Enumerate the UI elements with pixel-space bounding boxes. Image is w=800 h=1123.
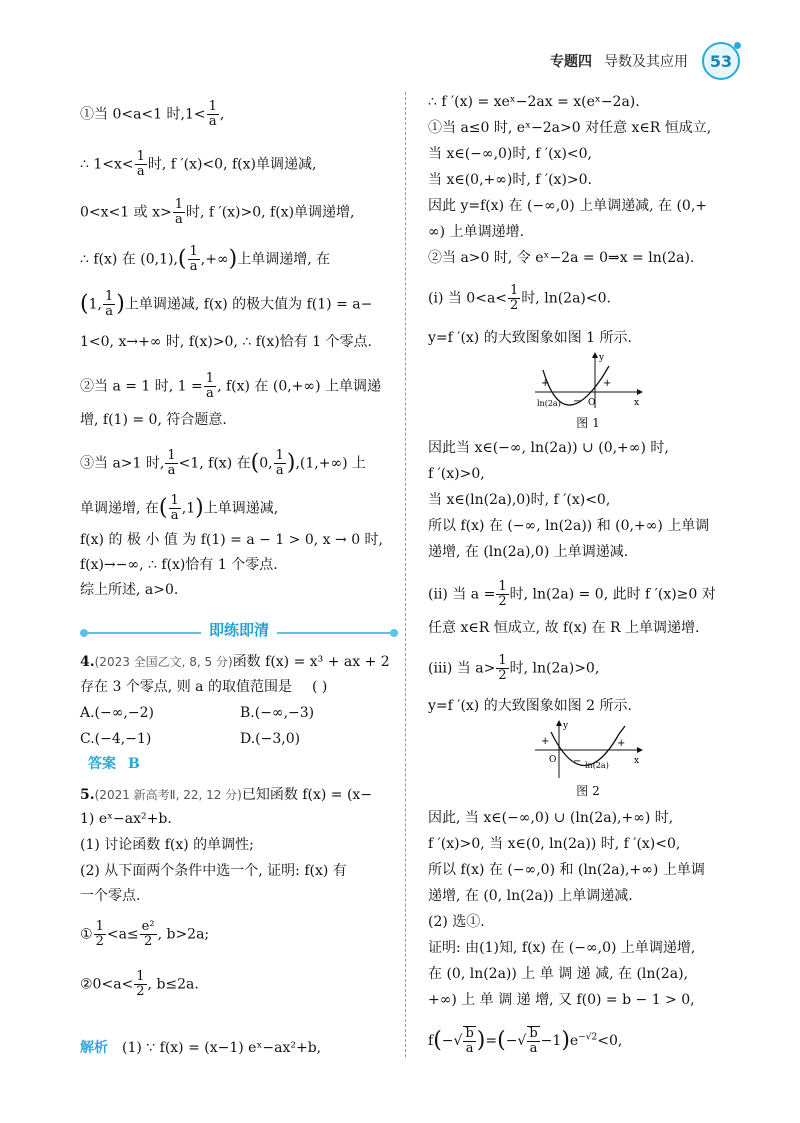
text-line: (ⅱ) 当 a = $\frac{1}{2}$ 时, ln(2a) = 0, 此时 f ′(x)≥0 对 [428, 579, 716, 609]
text-line: f(x)→−∞, ∴ f(x)恰有 1 个零点. [80, 557, 278, 573]
page-number-badge: 53 [702, 42, 740, 80]
question-5: 5.(2021 新高考Ⅱ, 22, 12 分)已知函数 f(x) = (x− [80, 787, 373, 803]
text-line: ∞) 上单调递增. [428, 224, 525, 240]
solution-start: 解析 (1) ∵ f(x) = (x−1) eˣ−ax²+b, [80, 1040, 322, 1056]
banner-title: 即练即清 [201, 619, 277, 640]
figure-1-caption: 图 1 [576, 416, 600, 430]
text-line: 1) eˣ−ax²+b. [80, 811, 172, 827]
option-b: B.(−∞,−3) [240, 705, 315, 721]
figure-2-caption: 图 2 [576, 784, 600, 798]
text-line: ②当 a = 1 时, 1 = $\frac{1}{a}$ , f(x) 在 (0,+∞) 上单调递 [80, 371, 381, 401]
svg-text:+: + [603, 378, 612, 389]
fraction: $\frac{1}{a}$ [104, 289, 114, 319]
option-c: C.(−4,−1) [80, 731, 152, 747]
text-line: 一个零点. [80, 888, 141, 904]
text-line: 证明: 由(1)知, f(x) 在 (−∞,0) 上单调递增, [428, 940, 696, 956]
fraction: $\frac{1}{2}$ [510, 283, 519, 313]
fraction: $\frac{1}{a}$ [174, 197, 183, 227]
condition-1: ① $\frac{1}{2}$ <a≤ $\frac{\text{e²}}{2}$ , b>2a; [80, 919, 210, 949]
text-line: 综上所述, a>0. [80, 582, 179, 598]
text-line: 递增, 在 (ln(2a),0) 上单调递减. [428, 544, 629, 560]
text-line: 当 x∈(ln(2a),0)时, f ′(x)<0, [428, 492, 611, 508]
svg-text:y: y [563, 721, 569, 731]
text-line: 因此, 当 x∈(−∞,0) ∪ (ln(2a),+∞) 时, [428, 810, 674, 826]
option-a: A.(−∞,−2) [80, 705, 154, 721]
fraction: $\frac{b}{a}$ [465, 1026, 474, 1056]
header-subtitle: 导数及其应用 [604, 54, 688, 70]
fraction: $\frac{1}{2}$ [136, 969, 145, 999]
text-line: ①当 a≤0 时, eˣ−2a>0 对任意 x∈R 恒成立, [428, 120, 712, 136]
figure-2 [533, 720, 643, 800]
svg-text:y: y [599, 353, 605, 363]
text-line: (ⅰ) 当 0<a< $\frac{1}{2}$ 时, ln(2a)<0. [428, 283, 611, 313]
column-divider [405, 92, 406, 1057]
text-line: (ⅲ) 当 a> $\frac{1}{2}$ 时, ln(2a)>0, [428, 653, 600, 683]
svg-text:+: + [541, 378, 550, 389]
page-header [550, 44, 740, 78]
fraction: $\frac{\text{e²}}{2}$ [141, 919, 155, 949]
text-line: y=f ′(x) 的大致图象如图 2 所示. [428, 698, 632, 714]
svg-text:+: + [541, 736, 550, 747]
svg-text:O: O [588, 398, 596, 408]
text-line: 当 x∈(−∞,0)时, f ′(x)<0, [428, 146, 593, 162]
option-row [80, 703, 154, 723]
text-line: f ′(x)>0, [428, 466, 485, 482]
text-line: ∴ f ′(x) = xeˣ−2ax = x(eˣ−2a). [428, 94, 640, 110]
question-4: 4.(2023 全国乙文, 8, 5 分)函数 f(x) = x³ + ax + 2 [80, 654, 390, 670]
text-line: ∴ f(x) 在 (0,1),( $\frac{1}{a}$ ,+∞)上单调递增, 在 [80, 244, 331, 274]
text-line: (2) 选①. [428, 914, 485, 930]
text-line: 因此 y=f(x) 在 (−∞,0) 上单调递减, 在 (0,+ [428, 198, 708, 214]
figure-1-graph [533, 352, 643, 410]
text-line: ③当 a>1 时, $\frac{1}{a}$ <1, f(x) 在(0, $\frac{1}{a}$ ),(1,+∞) 上 [80, 448, 367, 478]
text-line: y=f ′(x) 的大致图象如图 1 所示. [428, 330, 632, 346]
text-line: 1<0, x→+∞ 时, f(x)>0, ∴ f(x)恰有 1 个零点. [80, 334, 372, 350]
figure-2-graph [533, 720, 643, 780]
text-line: 当 x∈(0,+∞)时, f ′(x)>0. [428, 172, 593, 188]
fraction: $\frac{1}{a}$ [136, 149, 145, 179]
text-line: 所以 f(x) 在 (−∞,0) 和 (ln(2a),+∞) 上单调 [428, 862, 705, 878]
formula-line: f(−√ $\frac{b}{a}$ )=(−√ $\frac{b}{a}$ $-1)e^{-√2}<0$, [428, 1026, 623, 1056]
text-line: 存在 3 个零点, 则 a 的取值范围是 ( ) [80, 679, 328, 695]
text-line: f(x) 的 极 小 值 为 f(1) = a − 1 > 0, x → 0 时, [80, 532, 384, 548]
condition-2: ②0<a< $\frac{1}{2}$ , b≤2a. [80, 969, 199, 999]
text-line: 所以 f(x) 在 (−∞, ln(2a)) 和 (0,+∞) 上单调 [428, 518, 710, 534]
text-line: ∴ 1<x< $\frac{1}{a}$ 时, f ′(x)<0, f(x)单调递减, [80, 149, 317, 179]
svg-text:+: + [617, 738, 626, 749]
text-line: f ′(x)>0, 当 x∈(0, ln(2a)) 时, f ′(x)<0, [428, 836, 681, 852]
text-line: 0<x<1 或 x> $\frac{1}{a}$ 时, f ′(x)>0, f(x)单调递增, [80, 197, 355, 227]
text-line: 单调递增, 在( $\frac{1}{a}$ ,1)上单调递减, [80, 493, 279, 523]
text-line: (1, $\frac{1}{a}$ )上单调递减, f(x) 的极大值为 f(1) = a− [80, 289, 373, 319]
text-line: (2) 从下面两个条件中选一个, 证明: f(x) 有 [80, 863, 347, 879]
text-line: 因此当 x∈(−∞, ln(2a)) ∪ (0,+∞) 时, [428, 440, 669, 456]
text-line: ①当 0<a<1 时,1< $\frac{1}{a}$ , [80, 99, 225, 129]
fraction: $\frac{b}{a}$ [529, 1026, 538, 1056]
svg-text:−: − [573, 756, 582, 767]
header-topic: 专题四 [550, 54, 592, 70]
fraction: $\frac{1}{a}$ [275, 448, 284, 478]
svg-text:ln(2a): ln(2a) [585, 761, 609, 770]
text-line: 增, f(1) = 0, 符合题意. [80, 412, 227, 428]
text-line: 任意 x∈R 恒成立, 故 f(x) 在 R 上单调递增. [428, 620, 700, 636]
fraction: $\frac{1}{a}$ [205, 371, 215, 401]
fraction: $\frac{1}{2}$ [498, 653, 507, 683]
fraction: $\frac{1}{2}$ [498, 579, 507, 609]
answer-row: 答案 B [88, 756, 140, 772]
text-line: ②当 a>0 时, 令 eˣ−2a = 0⇒x = ln(2a). [428, 250, 695, 266]
text-line: 递增, 在 (0, ln(2a)) 上单调递减. [428, 888, 633, 904]
text-line: (1) 讨论函数 f(x) 的单调性; [80, 837, 254, 853]
section-banner [80, 621, 398, 642]
option-d: D.(−3,0) [240, 731, 301, 747]
svg-text:−: − [573, 396, 582, 407]
fraction: $\frac{1}{a}$ [170, 493, 179, 523]
svg-text:O: O [549, 755, 557, 765]
svg-text:x: x [634, 756, 640, 766]
text-line: +∞) 上 单 调 递 增, 又 f(0) = b − 1 > 0, [428, 992, 695, 1008]
svg-text:x: x [634, 398, 640, 408]
svg-text:ln(2a): ln(2a) [537, 399, 561, 408]
fraction: $\frac{1}{2}$ [95, 919, 104, 949]
text-line: 在 (0, ln(2a)) 上 单 调 递 减, 在 (ln(2a), [428, 966, 689, 982]
fraction: $\frac{1}{a}$ [167, 448, 176, 478]
fraction: $\frac{1}{a}$ [208, 99, 217, 129]
figure-1 [533, 352, 643, 430]
fraction: $\frac{1}{a}$ [189, 244, 198, 274]
